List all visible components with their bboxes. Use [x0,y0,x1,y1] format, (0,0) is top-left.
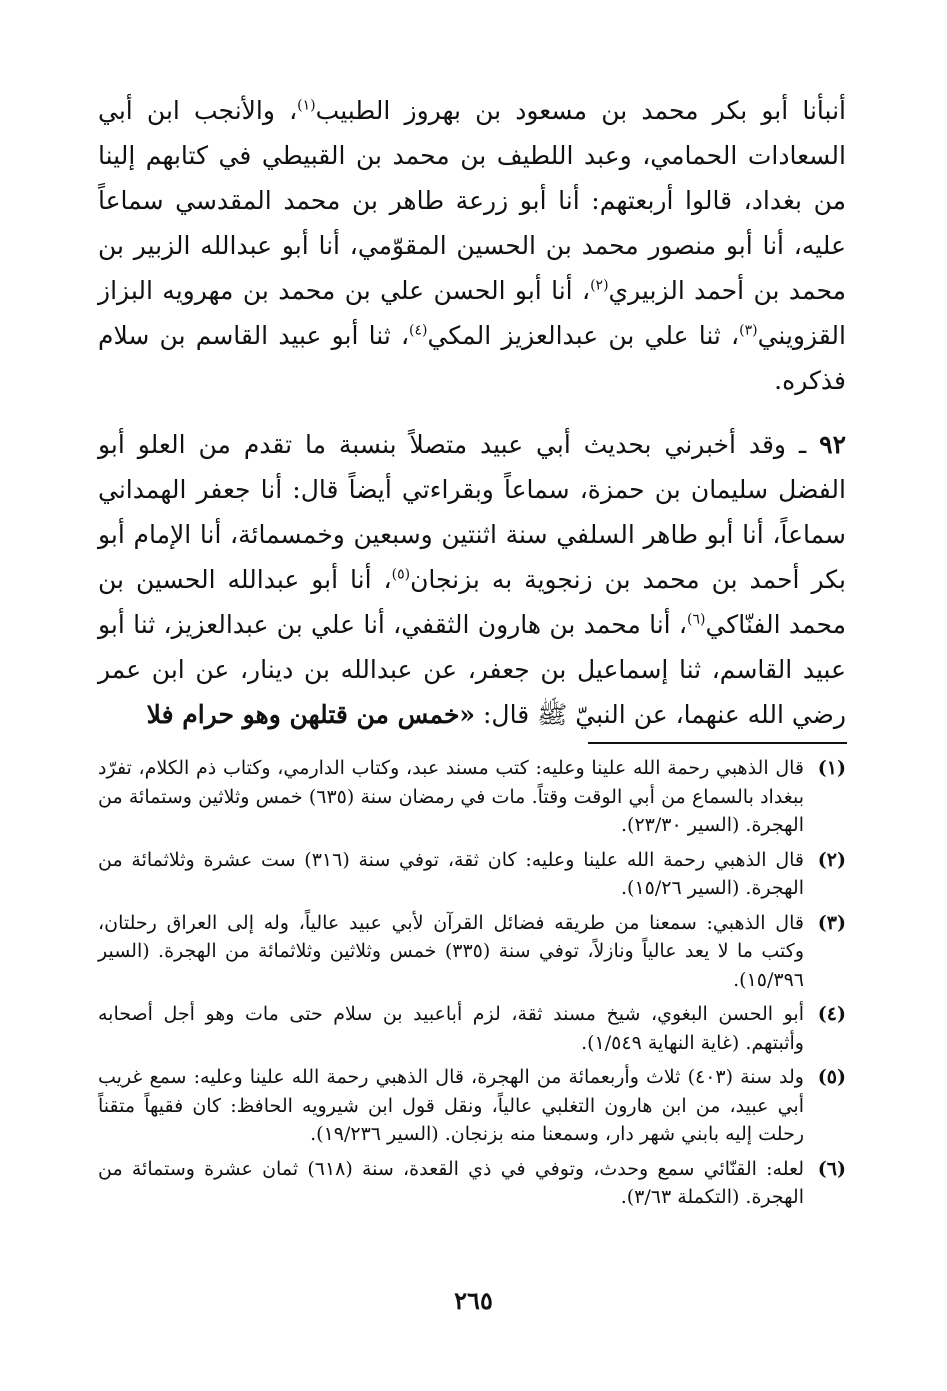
footnote-number: (٣) [817,911,846,934]
footnote-number: (٤) [817,1003,846,1025]
footnote-number: (٦) [817,1157,846,1180]
text-segment: ، ثنا أبو عبيد القاسم بن سلام فذكره. [98,321,846,395]
text-segment: ، والأنجب ابن أبي السعادات الحمامي، وعبد اللطيف بن محمد بن القبيطي في كتابهم إلينا من بغداد، قالوا أربعتهم: أنا أبو زرعة طاهر بن محمد المقدسي سماعاً عليه، أنا أبو منصور محمد بن الحسين المقوّمي، أنا أبو عبدالله الزبير بن محمد بن أحمد الزبيري [98,96,846,305]
footnote-text: قال الذهبي: سمعنا من طريقه فضائل القرآن لأبي عبيد عالياً، وله إلى العراق رحلتان، وكتب ما لا يعد عالياً ونازلاً، توفي سنة (٣٣٥) خمس وثلاثين وثلاثمائة من الهجرة. (السير ١٥/٣٩٦). [98,911,804,991]
text-segment: ، أنا محمد بن هارون الثقفي، أنا علي بن عبدالعزيز، ثنا أبو عبيد القاسم، ثنا إسماعيل بن جعفر، عن عبدالله بن دينار، عن ابن عمر رضي الله عنهما، عن النبيّ ﷺ قال: [98,610,846,729]
footnote-number: (١) [817,757,846,779]
footnote-1 [98,754,846,840]
footnote-number: (٥) [817,1066,846,1088]
footnote-text: أبو الحسن البغوي، شيخ مسند ثقة، لزم أباعبيد بن سلام حتى مات وهو أجل أصحابه وأثبتهم. (غاية النهاية ١/٥٤٩). [98,1003,804,1054]
footnote-text: قال الذهبي رحمة الله علينا وعليه: كتب مسند عبد، وكتاب الدارمي، وكتاب ذم الكلام، تفرّد ببغداد بالسماع من أبي الوقت وقتاً. مات في رمضان سنة (٦٣٥) خمس وثلاثين وستمائة من الهجرة. (السير ٢٣/٣٠). [98,757,804,836]
footnote-6 [98,1155,846,1212]
main-text [98,88,846,737]
page-number: ٢٦٥ [454,1286,493,1315]
footnote-ref-5: (٥) [391,566,411,583]
text-segment: ، أنا أبو عبدالله الحسين بن محمد الفنّاكي [98,565,846,639]
footnote-number: (٢) [817,848,846,871]
hadith-quote: «خمس من قتلهن وهو حرام فلا [146,700,476,729]
footnote-separator [588,742,847,744]
footnote-5 [98,1063,846,1149]
footnote-text: لعله: القنّائي سمع وحدث، وتوفي في ذي القعدة، سنة (٦١٨) ثمان عشرة وستمائة من الهجرة. (التكملة ٣/٦٣). [98,1157,804,1208]
footnote-ref-3: (٣) [739,322,758,339]
footnote-ref-2: (٢) [590,277,609,294]
footnote-text: قال الذهبي رحمة الله علينا وعليه: كان ثقة، توفي سنة (٣١٦) ست عشرة وثلاثمائة من الهجرة. (السير ١٥/٢٦). [98,848,805,899]
footnote-ref-6: (٦) [687,611,706,628]
footnotes [98,754,846,1218]
footnote-3 [98,909,846,995]
text-segment: ـ وقد أخبرني بحديث أبي عبيد متصلاً بنسبة ما تقدم من العلو أبو الفضل سليمان بن حمزة، سماعاً وبقراءتي أيضاً قال: أنا جعفر الهمداني سماعاً، أنا أبو طاهر السلفي سنة اثنتين وسبعين وخمسمائة، أنا الإمام أبو بكر أحمد بن محمد بن زنجوية به بزنجان [98,430,846,594]
paragraph-isnad [98,88,846,403]
footnote-text: ولد سنة (٤٠٣) ثلاث وأربعمائة من الهجرة، قال الذهبي رحمة الله علينا وعليه: سمع غريب أبي عبيد، من ابن هارون التغلبي عالياً، ونقل قول ابن شيرويه الحافظ: كان فقيهاً متقناً رحلت إليه بابني شهر دار، وسمعنا منه بزنجان. (السير ١٩/٢٣٦). [98,1066,804,1145]
footnote-2 [98,846,846,903]
hadith-number: ٩٢ [819,430,846,459]
footnote-4 [98,1000,846,1057]
footnote-ref-1: (١) [297,97,316,114]
paragraph-hadith-92 [98,422,846,737]
footnote-ref-4: (٤) [409,322,428,339]
text-segment: ، ثنا علي بن عبدالعزيز المكي [427,321,740,350]
text-segment: ، أنا أبو الحسن علي بن محمد بن مهرويه البزاز القزويني [98,276,846,350]
text-segment: أنبأنا أبو بكر محمد بن مسعود بن بهروز الطبيب [315,96,846,125]
